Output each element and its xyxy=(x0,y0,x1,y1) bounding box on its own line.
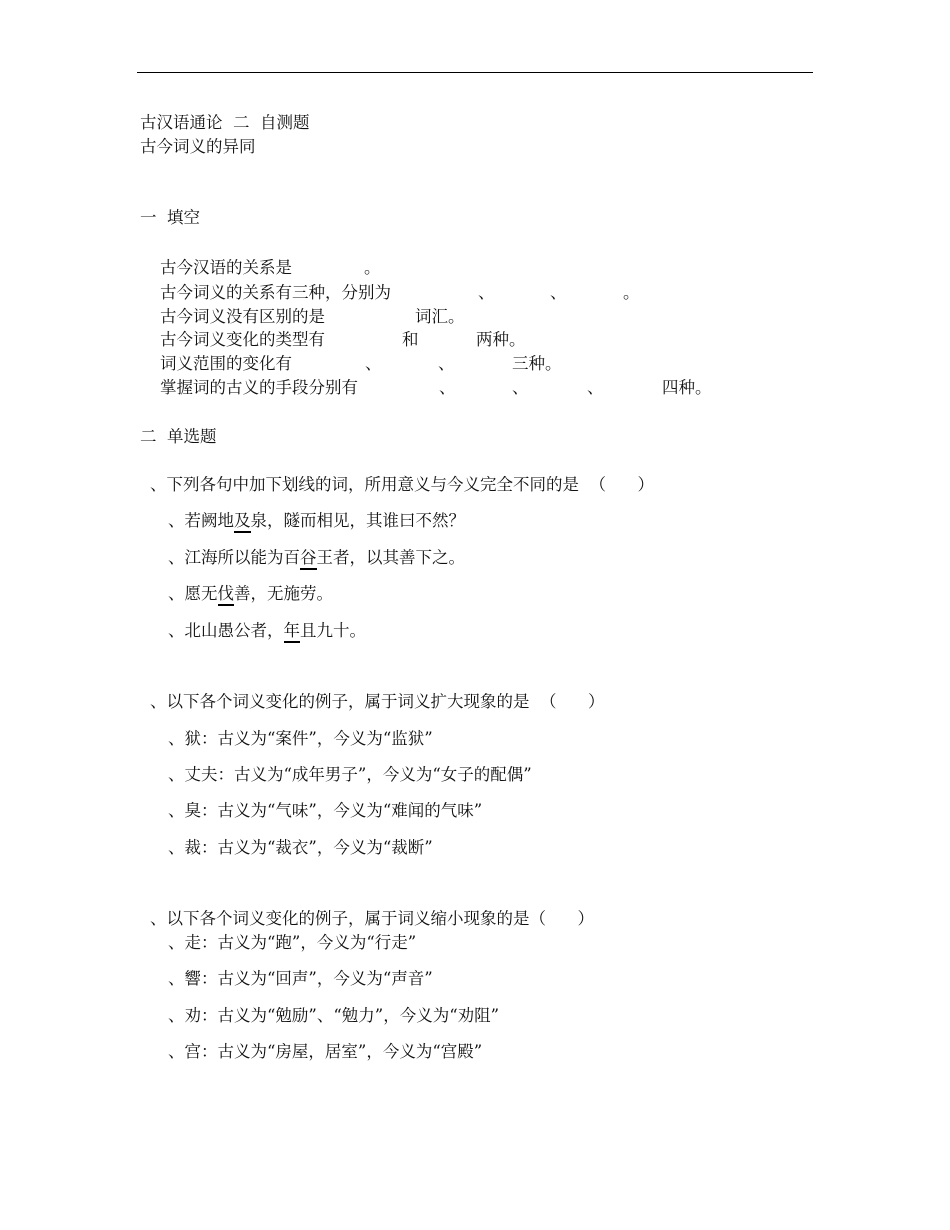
question-stem: 、下列各句中加下划线的词，所用意义与今义完全不同的是 （ ） xyxy=(150,475,654,494)
question-option: 、北山愚公者，年且九十。 xyxy=(168,621,366,641)
question-option: 、劝：古义为“勉励”、“勉力”，今义为“劝阻” xyxy=(168,1006,500,1025)
section-heading-single-choice: 二 单选题 xyxy=(140,427,217,446)
question-stem: 、以下各个词义变化的例子，属于词义缩小现象的是（ ） xyxy=(150,909,594,928)
document-title: 古汉语通论 二 自测题 xyxy=(140,113,310,132)
question-option: 、狱：古义为“案件”，今义为“监狱” xyxy=(168,729,433,748)
question-option: 、走：古义为“跑”，今义为“行走” xyxy=(168,933,417,952)
question-option: 、愿无伐善，无施劳。 xyxy=(168,584,333,604)
underlined-word: 谷 xyxy=(300,548,317,570)
question-stem: 、以下各个词义变化的例子，属于词义扩大现象的是 （ ） xyxy=(150,692,605,711)
question-option: 、臭：古义为“气味”，今义为“难闻的气味” xyxy=(168,801,483,820)
question-option: 、丈夫：古义为“成年男子”，今义为“女子的配偶” xyxy=(168,765,532,784)
question-option: 、響：古义为“回声”，今义为“声音” xyxy=(168,969,433,988)
question-option: 、宫：古义为“房屋，居室”，今义为“宫殿” xyxy=(168,1042,483,1061)
header-rule xyxy=(137,72,813,73)
document-subtitle: 古今词义的异同 xyxy=(140,137,256,156)
underlined-word: 伐 xyxy=(218,584,235,606)
underlined-word: 年 xyxy=(284,621,301,643)
question-option: 、裁：古义为“裁衣”，今义为“裁断” xyxy=(168,838,433,857)
question-option: 、江海所以能为百谷王者，以其善下之。 xyxy=(168,548,465,568)
question-option: 、若阙地及泉，隧而相见，其谁曰不然？ xyxy=(168,511,465,531)
section-heading-fill-blank: 一 填空 xyxy=(140,208,200,227)
underlined-word: 及 xyxy=(234,511,251,533)
